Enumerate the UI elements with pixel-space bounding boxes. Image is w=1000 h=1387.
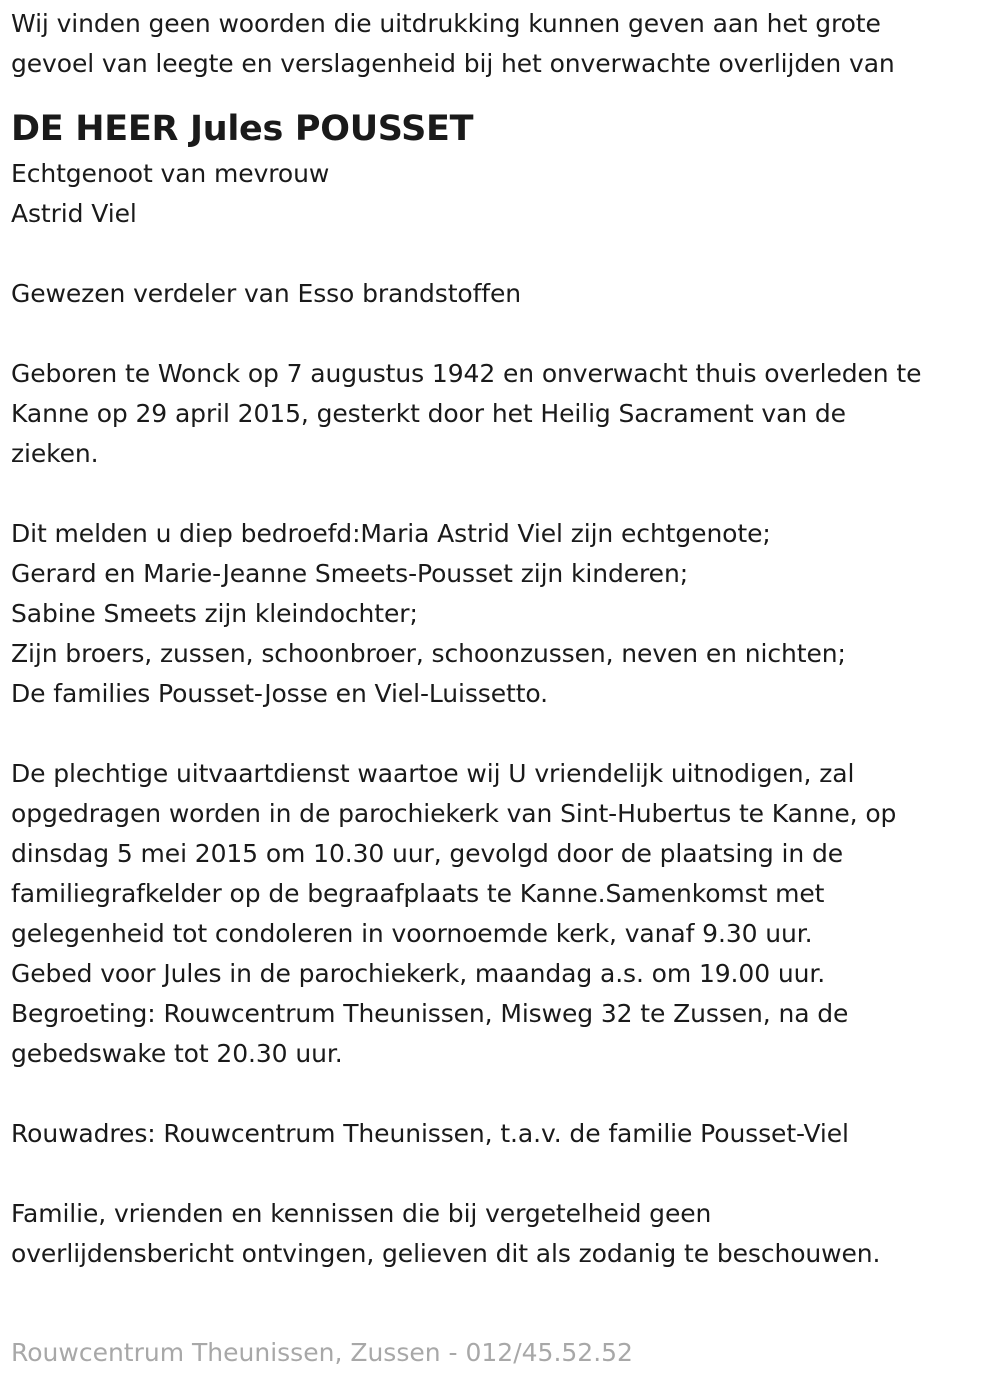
spouse-line: Astrid Viel xyxy=(11,199,137,228)
closing-line: overlijdensbericht ontvingen, gelieven dit als zodanig te beschouwen. xyxy=(11,1239,881,1268)
service-line: familiegrafkelder op de begraafplaats te Kanne.Samenkomst met xyxy=(11,879,825,908)
closing-line: Familie, vrienden en kennissen die bij vergetelheid geen xyxy=(11,1199,712,1228)
service-line: De plechtige uitvaartdienst waartoe wij U vriendelijk uitnodigen, zal xyxy=(11,759,855,788)
obituary-notice xyxy=(11,4,991,1274)
occupation-line: Gewezen verdeler van Esso brandstoffen xyxy=(11,279,522,308)
birth-death-line: Kanne op 29 april 2015, gesterkt door het Heilig Sacrament van de xyxy=(11,399,846,428)
birth-death-line: Geboren te Wonck op 7 augustus 1942 en onverwacht thuis overleden te xyxy=(11,359,922,388)
family-line: Gerard en Marie-Jeanne Smeets-Pousset zijn kinderen; xyxy=(11,559,689,588)
service-line: Gebed voor Jules in de parochiekerk, maandag a.s. om 19.00 uur. xyxy=(11,959,826,988)
funeral-home-footer: Rouwcentrum Theunissen, Zussen - 012/45.52.52 xyxy=(11,1338,633,1367)
service-line: gelegenheid tot condoleren in voornoemde kerk, vanaf 9.30 uur. xyxy=(11,919,813,948)
intro-line: Wij vinden geen woorden die uitdrukking kunnen geven aan het grote xyxy=(11,9,881,38)
service-line: dinsdag 5 mei 2015 om 10.30 uur, gevolgd door de plaatsing in de xyxy=(11,839,844,868)
spouse-line: Echtgenoot van mevrouw xyxy=(11,159,330,188)
intro-line: gevoel van leegte en verslagenheid bij het onverwachte overlijden van xyxy=(11,49,895,78)
birth-death-line: zieken. xyxy=(11,439,99,468)
closing-paragraph xyxy=(11,1194,991,1274)
intro-paragraph xyxy=(11,4,991,84)
service-line: opgedragen worden in de parochiekerk van Sint-Hubertus te Kanne, op xyxy=(11,799,897,828)
family-line: Zijn broers, zussen, schoonbroer, schoonzussen, neven en nichten; xyxy=(11,639,846,668)
service-line: gebedswake tot 20.30 uur. xyxy=(11,1039,343,1068)
address-paragraph xyxy=(11,1114,991,1154)
occupation-paragraph xyxy=(11,274,991,314)
service-paragraph xyxy=(11,754,991,1074)
family-paragraph xyxy=(11,514,991,714)
family-line: Dit melden u diep bedroefd:Maria Astrid Viel zijn echtgenote; xyxy=(11,519,771,548)
deceased-name: DE HEER Jules POUSSET xyxy=(11,109,474,149)
service-line: Begroeting: Rouwcentrum Theunissen, Misweg 32 te Zussen, na de xyxy=(11,999,849,1028)
family-line: De families Pousset-Josse en Viel-Luissetto. xyxy=(11,679,548,708)
address-line: Rouwadres: Rouwcentrum Theunissen, t.a.v. de familie Pousset-Viel xyxy=(11,1119,849,1148)
spouse-paragraph xyxy=(11,154,991,234)
family-line: Sabine Smeets zijn kleindochter; xyxy=(11,599,418,628)
birth-death-paragraph xyxy=(11,354,991,474)
